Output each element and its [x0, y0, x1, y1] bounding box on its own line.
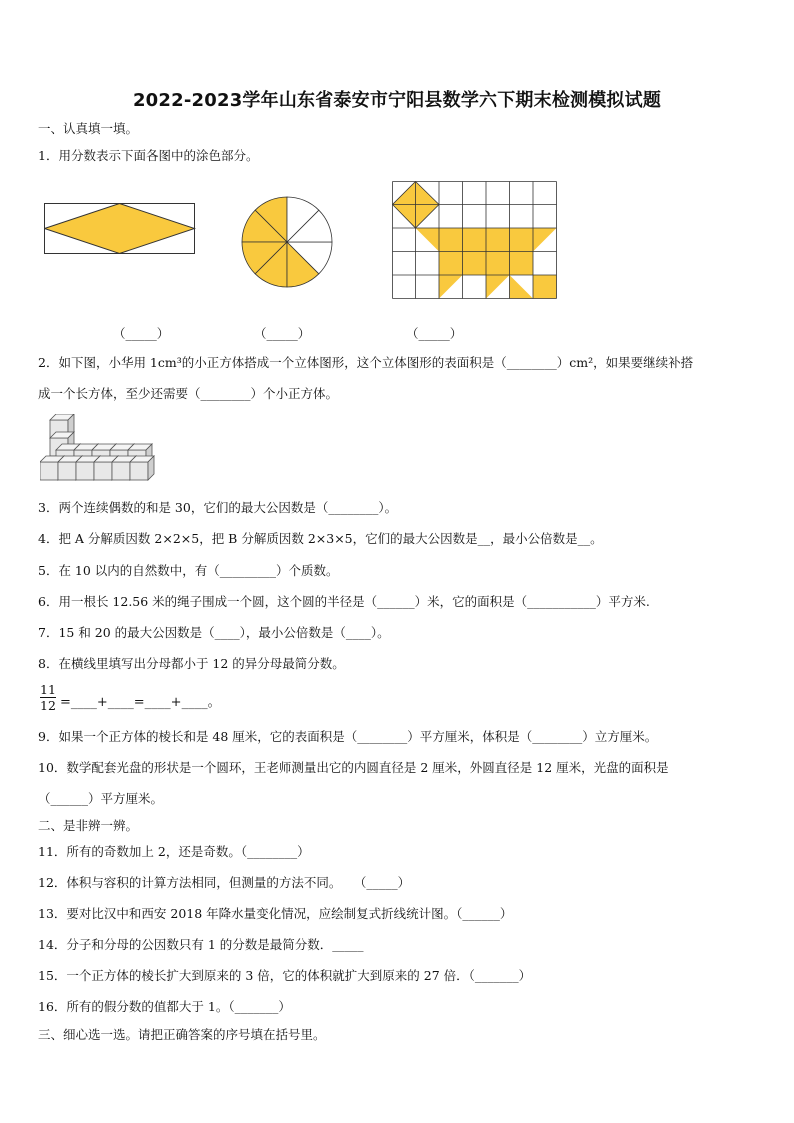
question-13: 13．要对比汉中和西安 2018 年降水量变化情况，应绘制复式折线统计图。（______） [38, 906, 513, 921]
section-heading-3: 三、细心选一选。请把正确答案的序号填在括号里。 [38, 1027, 326, 1042]
question-2-line-2: 成一个长方体，至少还需要（________）个小正方体。 [38, 386, 339, 401]
question-4: 4．把 A 分解质因数 2×2×5，把 B 分解质因数 2×3×5，它们的最大公因数是__，最小公倍数是__。 [38, 531, 603, 546]
q1-blank-a[interactable]: （_____） [113, 326, 170, 341]
fraction-equation[interactable]: =____+____=____+____。 [60, 695, 221, 710]
question-5: 5．在 10 以内的自然数中，有（_________）个质数。 [38, 563, 339, 578]
q1-blank-b[interactable]: （_____） [254, 326, 311, 341]
question-11: 11．所有的奇数加上 2，还是奇数。（________） [38, 844, 310, 859]
question-9: 9．如果一个正方体的棱长和是 48 厘米，它的表面积是（________）平方厘米，体积是（________）立方厘米。 [38, 729, 658, 744]
question-15: 15．一个正方体的棱长扩大到原来的 3 倍，它的体积就扩大到原来的 27 倍．（_______） [38, 968, 532, 983]
page-title: 2022-2023学年山东省泰安市宁阳县数学六下期末检测模拟试题 [132, 90, 662, 111]
rectangle-rhombus-figure [44, 203, 196, 255]
question-16: 16．所有的假分数的值都大于 1。（_______） [38, 999, 291, 1014]
question-14: 14．分子和分母的公因数只有 1 的分数是最简分数．_____ [38, 937, 364, 952]
question-8: 8．在横线里填写出分母都小于 12 的异分母最简分数。 [38, 656, 345, 671]
question-3: 3．两个连续偶数的和是 30，它们的最大公因数是（________）。 [38, 500, 398, 515]
question-2-line-1: 2．如下图，小华用 1cm³的小正方体搭成一个立体图形，这个立体图形的表面积是（________）cm²，如果要继续补搭 [38, 355, 694, 370]
question-10-line-1: 10．数学配套光盘的形状是一个圆环，王老师测量出它的内圆直径是 2 厘米，外圆直径是 12 厘米，光盘的面积是 [38, 760, 669, 775]
fraction-11-12 [40, 682, 56, 713]
cube-stack-figure [40, 414, 158, 484]
section-heading-1: 一、认真填一填。 [38, 121, 139, 136]
question-7: 7．15 和 20 的最大公因数是（____），最小公倍数是（____）。 [38, 625, 390, 640]
section-heading-2: 二、是非辨一辨。 [38, 818, 139, 833]
grid-shape-figure [392, 181, 560, 301]
fraction-numerator: 11 [40, 682, 56, 697]
circle-sectors-figure [240, 195, 334, 289]
question-1: 1．用分数表示下面各图中的涂色部分。 [38, 148, 259, 163]
fraction-denominator: 12 [40, 698, 56, 713]
q1-blank-c[interactable]: （_____） [406, 326, 463, 341]
question-6: 6．用一根长 12.56 米的绳子围成一个圆，这个圆的半径是（______）米，它的面积是（___________）平方米. [38, 594, 650, 609]
question-10-line-2: （______）平方厘米。 [38, 791, 164, 806]
question-12: 12．体积与容积的计算方法相同，但测量的方法不同。 （_____） [38, 875, 411, 890]
